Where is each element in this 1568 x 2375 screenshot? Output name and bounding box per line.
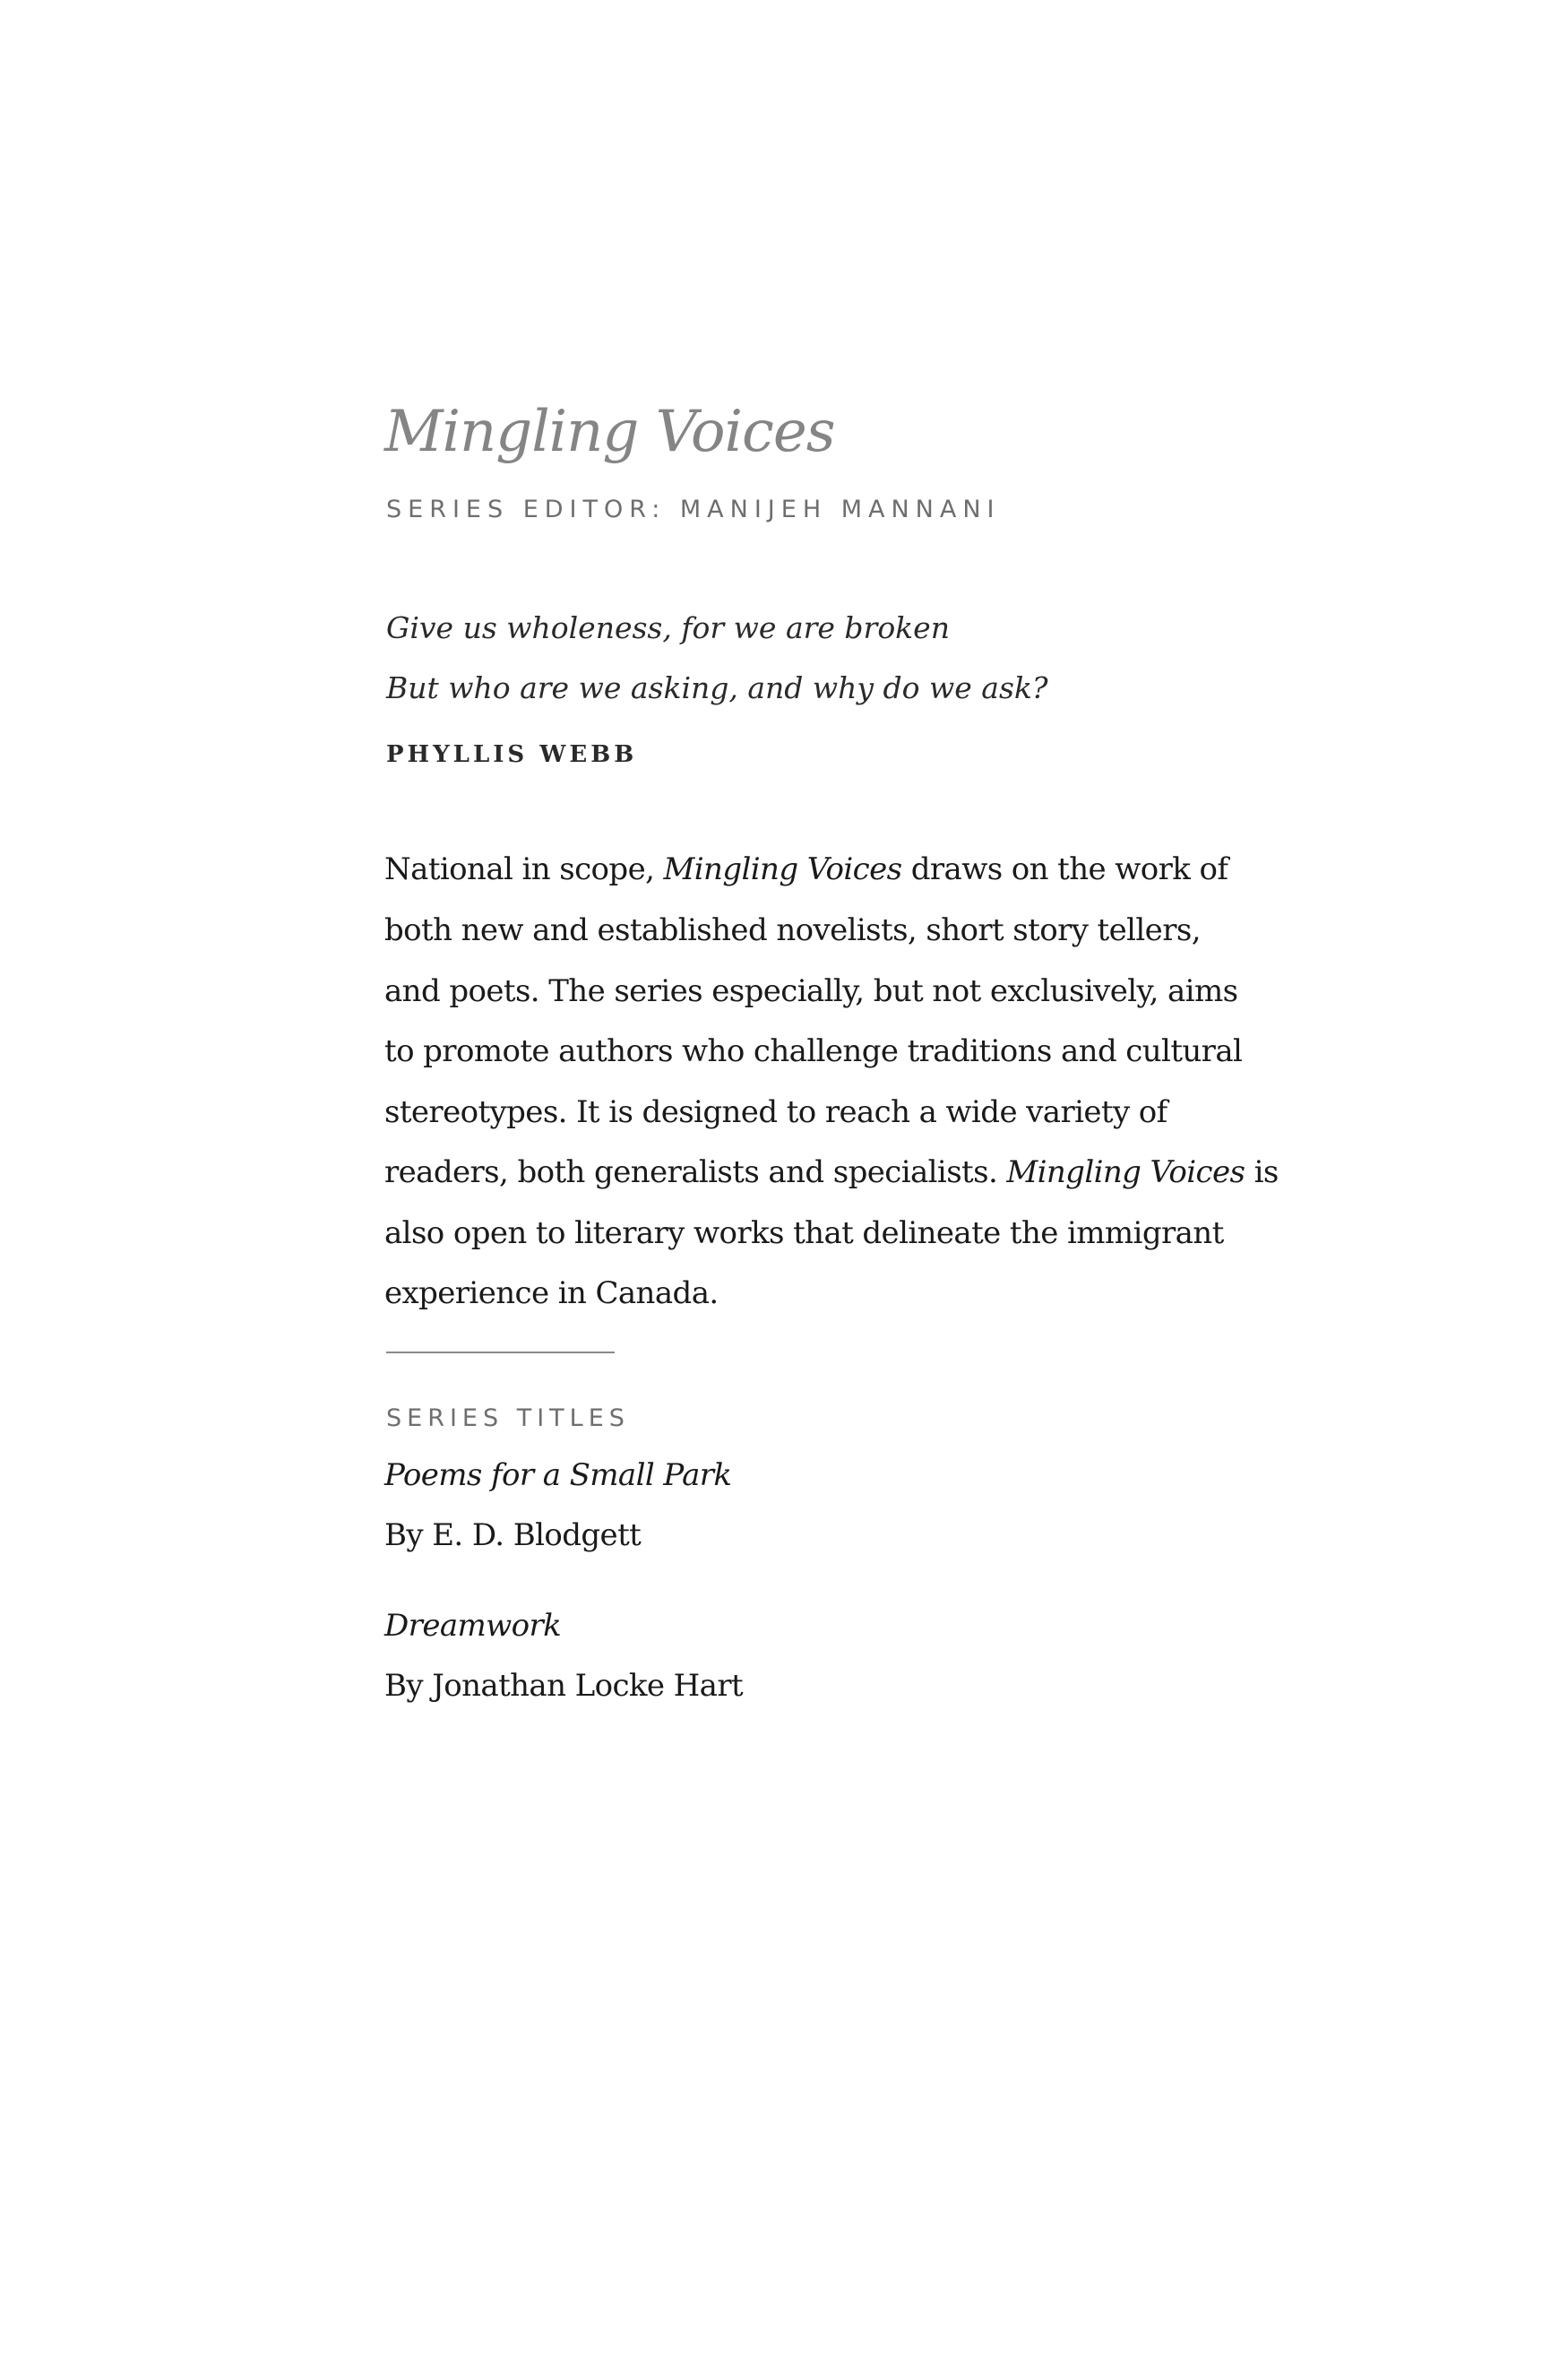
description-text: draws on the work of bbox=[901, 851, 1228, 887]
description-text: National in scope, bbox=[384, 851, 664, 887]
description-line: to promote authors who challenge traditions and cultural bbox=[384, 1033, 1243, 1069]
epigraph-line: Give us wholeness, for we are broken bbox=[386, 610, 950, 645]
series-title: Mingling Voices bbox=[384, 399, 835, 465]
description-line: stereotypes. It is designed to reach a wide variety of bbox=[384, 1094, 1167, 1130]
divider bbox=[386, 1352, 615, 1353]
series-titles-heading: SERIES TITLES bbox=[386, 1404, 630, 1432]
description-text: readers, both generalists and specialists. bbox=[384, 1154, 1007, 1190]
epigraph-author: PHYLLIS WEBB bbox=[386, 741, 638, 768]
book-title: Poems for a Small Park bbox=[384, 1457, 732, 1493]
description-line bbox=[384, 1154, 1279, 1190]
description-line bbox=[384, 851, 1228, 887]
series-editor: SERIES EDITOR: MANIJEH MANNANI bbox=[386, 496, 1001, 523]
description-line: experience in Canada. bbox=[384, 1275, 719, 1311]
book-author: By E. D. Blodgett bbox=[384, 1517, 642, 1553]
book-author: By Jonathan Locke Hart bbox=[384, 1668, 744, 1704]
description-line: both new and established novelists, short story tellers, bbox=[384, 912, 1201, 948]
series-name-italic: Mingling Voices bbox=[663, 851, 902, 887]
description-line: and poets. The series especially, but not exclusively, aims bbox=[384, 973, 1238, 1009]
book-title: Dreamwork bbox=[384, 1608, 562, 1644]
series-name-italic: Mingling Voices bbox=[1006, 1154, 1245, 1190]
description-text: is bbox=[1245, 1154, 1279, 1190]
description-line: also open to literary works that delineate the immigrant bbox=[384, 1215, 1224, 1251]
epigraph-line: But who are we asking, and why do we ask? bbox=[386, 670, 1048, 705]
